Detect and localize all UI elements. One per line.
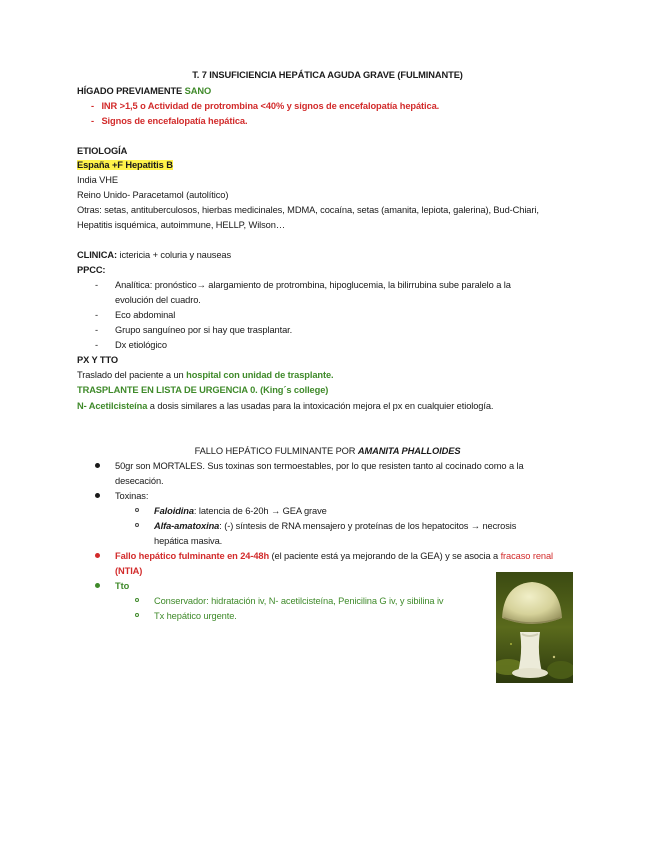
etiologia-line-2: Reino Unido- Paracetamol (autolítico) bbox=[77, 190, 229, 200]
criteria-text-1: INR >1,5 o Actividad de protrombina <40% y signos de encefalopatía hepática. bbox=[101, 101, 440, 111]
ppcc-dash-3: - bbox=[95, 325, 98, 335]
circle-bullet-green bbox=[135, 598, 139, 602]
dash-bullet: - bbox=[91, 101, 94, 111]
ppcc-dash-2: - bbox=[95, 310, 98, 320]
pxtto-line3-rest: a dosis similares a las usadas para la intoxicación mejora el px en cualquier etiología. bbox=[147, 401, 494, 411]
pxtto-line1-green: hospital con unidad de trasplante. bbox=[186, 370, 334, 380]
circle-bullet bbox=[135, 523, 139, 527]
pxtto-line1-prefix: Traslado del paciente a un bbox=[77, 370, 187, 380]
amatoxina-label: Alfa-amatoxina bbox=[154, 521, 220, 531]
circle-bullet bbox=[135, 508, 139, 512]
ppcc-item-1-cont: evolución del cuadro. bbox=[115, 295, 201, 305]
heading-prefix: HÍGADO PREVIAMENTE bbox=[77, 86, 185, 96]
tto-item-2: Tx hepático urgente. bbox=[154, 611, 237, 621]
criteria-text-2: Signos de encefalopatía hepática. bbox=[101, 116, 248, 126]
section-heading-pxtto: PX Y TTO bbox=[77, 355, 119, 365]
amanita-sub1 bbox=[154, 504, 327, 518]
pxtto-line-1 bbox=[77, 368, 334, 382]
amanita-b2: Toxinas: bbox=[115, 491, 149, 501]
ppcc-dash-1: - bbox=[95, 280, 98, 290]
ppcc-item-4: Dx etiológico bbox=[115, 340, 167, 350]
fracaso-renal-text: fracaso renal bbox=[500, 551, 554, 561]
bullet-dot bbox=[95, 463, 100, 468]
amanita-sub2-line2: hepática masiva. bbox=[154, 536, 223, 546]
bullet-dot-green bbox=[95, 583, 100, 588]
pxtto-line-3 bbox=[77, 399, 493, 413]
pxtto-line-2: TRASPLANTE EN LISTA DE URGENCIA 0. (King´s college) bbox=[77, 385, 329, 395]
amanita-b4: Tto bbox=[115, 581, 130, 591]
ppcc-item-3: Grupo sanguíneo por si hay que trasplantar. bbox=[115, 325, 293, 335]
etiologia-line-3: Otras: setas, antituberculosos, hierbas medicinales, MDMA, cocaína, setas (amanita, lepiota, galerina), Bud-Chiari, bbox=[77, 205, 539, 215]
etiologia-line-4: Hepatitis isquémica, autoimmune, HELLP, Wilson… bbox=[77, 220, 286, 230]
bullet-dot bbox=[95, 493, 100, 498]
amanita-mushroom-photo-icon bbox=[496, 572, 573, 683]
etiologia-highlight bbox=[77, 158, 173, 172]
amanita-b1-line2: desecación. bbox=[115, 476, 164, 486]
etiologia-line-1: India VHE bbox=[77, 175, 118, 185]
amanita-b3-line2: (NTIA) bbox=[115, 566, 143, 576]
criteria-item-1 bbox=[91, 99, 439, 113]
ppcc-heading: PPCC: bbox=[77, 265, 106, 275]
clinica-label: CLINICA: bbox=[77, 250, 117, 260]
criteria-item-2 bbox=[91, 114, 247, 128]
ppcc-item-1: Analítica: pronóstico→ alargamiento de protrombina, hipoglucemia, la bilirrubina sube paralelo a la bbox=[115, 280, 511, 290]
amatoxina-text: : (-) síntesis de RNA mensajero y proteínas de los hepatocitos → necrosis bbox=[219, 521, 517, 531]
page-title: T. 7 INSUFICIENCIA HEPÁTICA AGUDA GRAVE (FULMINANTE) bbox=[192, 70, 463, 80]
section-heading-etiologia: ETIOLOGÍA bbox=[77, 146, 128, 156]
circle-bullet-green bbox=[135, 613, 139, 617]
fallo-hepatico-text: Fallo hepático fulminante en 24-48h bbox=[115, 551, 270, 561]
clinica-text: ictericia + coluria y nauseas bbox=[117, 250, 232, 260]
pxtto-nac: N- Acetilcisteína bbox=[77, 401, 148, 411]
highlighted-text: España +F Hepatitis B bbox=[77, 160, 173, 170]
section-heading-higado bbox=[77, 84, 211, 98]
tto-item-1: Conservador: hidratación iv, N- acetilcisteína, Penicilina G iv, y sibilina iv bbox=[154, 596, 444, 606]
clinica-line bbox=[77, 248, 231, 262]
heading-sano: SANO bbox=[184, 86, 212, 96]
faloidina-label: Faloidina bbox=[154, 506, 194, 516]
ppcc-dash-4: - bbox=[95, 340, 98, 350]
amanita-b1-line1: 50gr son MORTALES. Sus toxinas son termoestables, por lo que resisten tanto al cocinado como a la bbox=[115, 461, 524, 471]
bullet-dot-red bbox=[95, 553, 100, 558]
dash-bullet: - bbox=[91, 116, 94, 126]
section-heading-amanita bbox=[0, 444, 655, 458]
ppcc-item-2: Eco abdominal bbox=[115, 310, 176, 320]
amanita-heading-prefix: FALLO HEPÁTICO FULMINANTE POR bbox=[194, 446, 358, 456]
amanita-sub2 bbox=[154, 519, 516, 533]
faloidina-text: : latencia de 6-20h → GEA grave bbox=[193, 506, 327, 516]
fallo-mid-text: (el paciente está ya mejorando de la GEA) y se asocia a bbox=[269, 551, 501, 561]
amanita-heading-italic: AMANITA PHALLOIDES bbox=[357, 446, 461, 456]
amanita-b3-line1 bbox=[115, 549, 553, 563]
